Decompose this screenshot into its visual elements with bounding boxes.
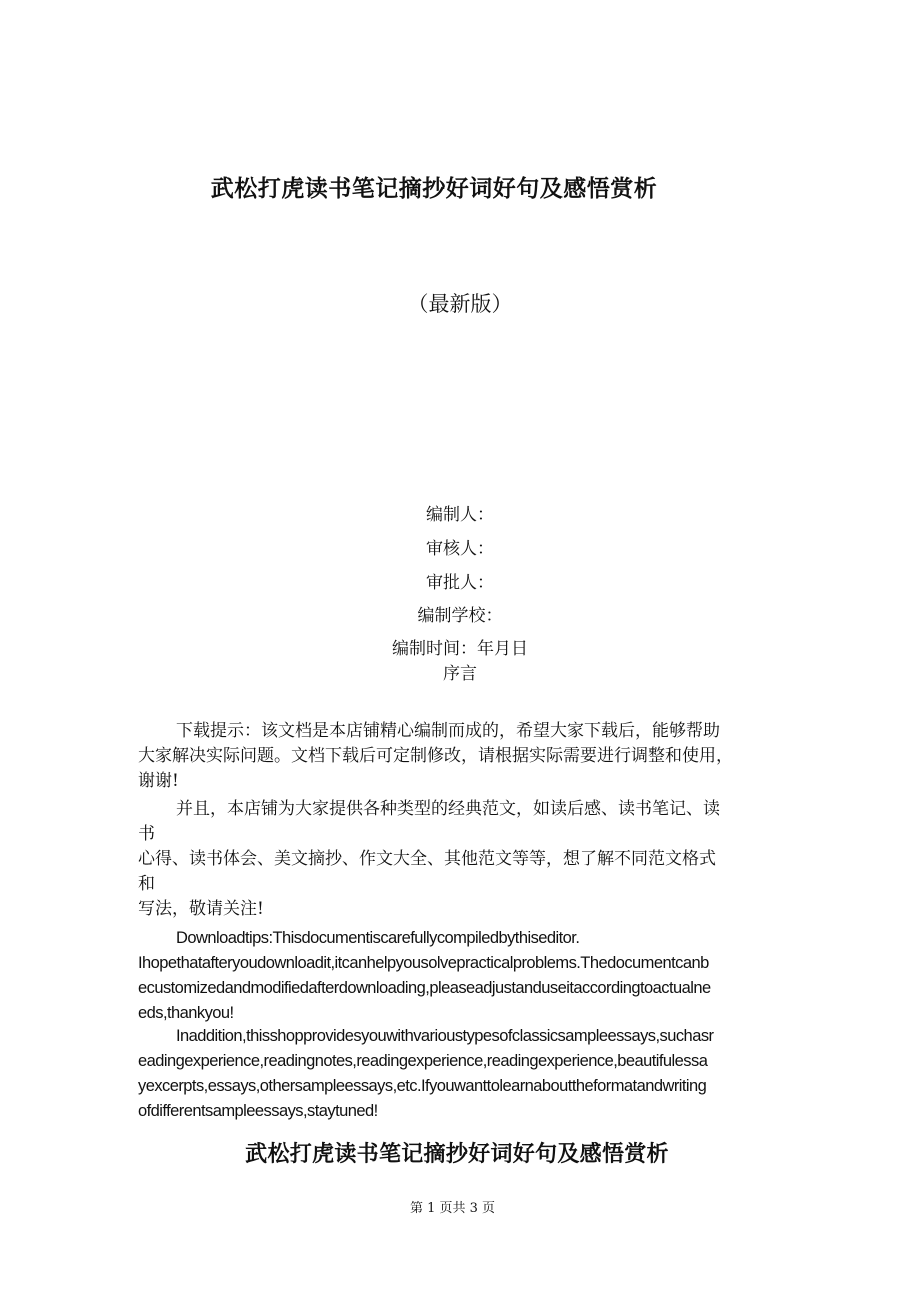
compiler-field: 编制人： <box>426 505 494 525</box>
page-number: 第 1 页共 3 页 <box>409 1201 496 1216</box>
preface-en-line: Downloadtips:Thisdocumentiscarefullycompiledbythiseditor. <box>176 929 580 947</box>
preface-heading: 序言 <box>443 664 477 684</box>
preface-en-line: yexcerpts,essays,othersampleessays,etc.Ifyouwanttolearnabouttheformatandwriting <box>138 1077 707 1095</box>
preface-en-line: Ihopethatafteryoudownloadit,itcanhelpyousolvepracticalproblems.Thedocumentcanb <box>138 954 709 972</box>
preface-cn-line: 心得、读书体会、美文摘抄、作文大全、其他范文等等，想了解不同范文格式 <box>138 849 716 869</box>
document-title-repeat: 武松打虎读书笔记摘抄好词好句及感悟赏析 <box>245 1141 669 1167</box>
preface-cn-line: 谢谢! <box>138 771 179 791</box>
preface-en-line: ofdifferentsampleessays,staytuned! <box>138 1102 378 1120</box>
preface-cn-line: 下载提示：该文档是本店铺精心编制而成的，希望大家下载后，能够帮助 <box>176 721 720 741</box>
reviewer-field: 审核人： <box>426 539 494 559</box>
preface-en-line: eadingexperience,readingnotes,readingexperience,readingexperience,beautifulessa <box>138 1052 708 1070</box>
preface-cn-paragraph-1 <box>138 719 788 794</box>
school-field: 编制学校： <box>417 606 503 626</box>
preface-cn-line: 大家解决实际问题。文档下载后可定制修改，请根据实际需要进行调整和使用， <box>138 746 733 766</box>
preface-en-paragraph-2 <box>138 1024 788 1124</box>
approver-field: 审批人： <box>426 573 494 593</box>
preface-en-paragraph-1 <box>138 926 788 1026</box>
preface-en-line: ecustomizedandmodifiedafterdownloading,pleaseadjustanduseitaccordingtoactualne <box>138 979 711 997</box>
preface-cn-line: 和 <box>138 874 155 894</box>
date-field: 编制时间：年月日 <box>392 639 528 659</box>
preface-en-line: eds,thankyou! <box>138 1004 234 1022</box>
edition-label: （最新版） <box>407 292 513 316</box>
preface-cn-line: 书 <box>138 824 155 844</box>
preface-en-line: Inaddition,thisshopprovidesyouwithvarioustypesofclassicsampleessays,suchasr <box>176 1027 714 1045</box>
preface-cn-paragraph-2 <box>138 797 788 922</box>
preface-cn-line: 并且，本店铺为大家提供各种类型的经典范文，如读后感、读书笔记、读 <box>176 799 720 819</box>
document-title: 武松打虎读书笔记摘抄好词好句及感悟赏析 <box>210 175 658 202</box>
preface-cn-line: 写法，敬请关注! <box>138 899 264 919</box>
